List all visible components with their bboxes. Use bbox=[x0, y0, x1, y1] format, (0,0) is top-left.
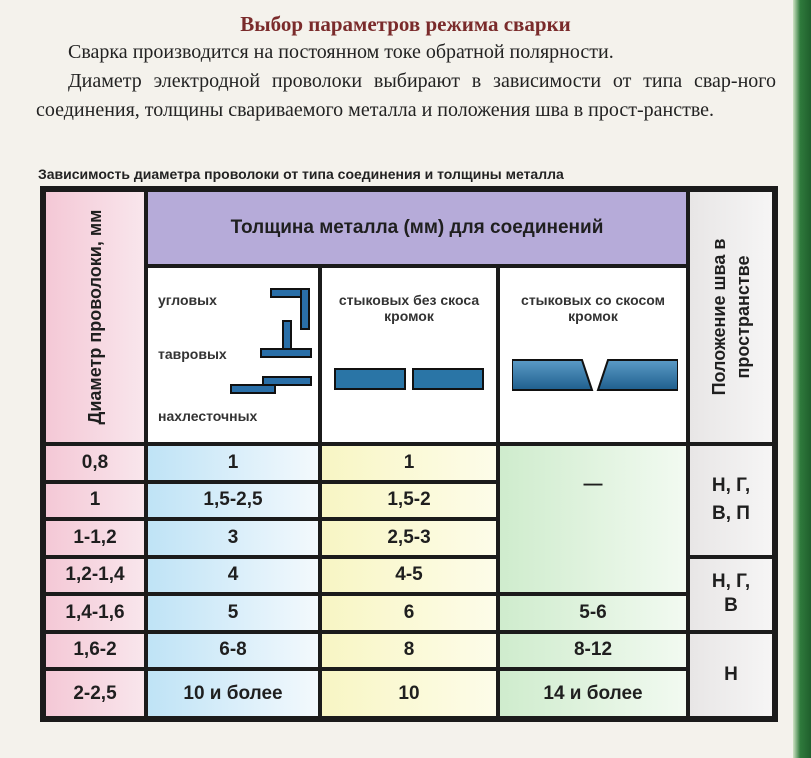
cell-position-rows-6-7 bbox=[690, 634, 772, 717]
tee-joint-icon-horizontal bbox=[260, 348, 312, 358]
position-header: Положение шва в пространстве bbox=[709, 238, 753, 396]
thickness-header: Толщина металла (мм) для соединений bbox=[230, 217, 604, 238]
cell-butt-bevel-row7-value: 14 и более bbox=[543, 682, 643, 704]
angular-joint-icon-vertical bbox=[300, 288, 310, 330]
parameters-table bbox=[40, 186, 778, 722]
butt-joint-left-plate-icon bbox=[334, 368, 406, 390]
cell-butt-bevel-row5 bbox=[500, 596, 686, 630]
cell-angular-tee-lap-value: 10 и более bbox=[183, 682, 283, 704]
cell-butt-no-bevel-value: 10 bbox=[398, 682, 420, 704]
cell-butt-no-bevel bbox=[322, 559, 496, 593]
cell-diameter-value: 1,6-2 bbox=[73, 639, 117, 661]
position-value-line2: В bbox=[724, 595, 738, 616]
cell-butt-bevel-row6-value: 8-12 bbox=[573, 639, 613, 661]
cell-butt-bevel-row7 bbox=[500, 671, 686, 716]
label-tee: тавровых bbox=[158, 346, 227, 362]
cell-angular-tee-lap bbox=[148, 521, 318, 555]
cell-butt-no-bevel bbox=[322, 634, 496, 668]
position-value-line1: Н, Г, bbox=[711, 571, 751, 592]
cell-diameter-value: 2-2,5 bbox=[73, 682, 117, 704]
cell-diameter bbox=[46, 559, 144, 593]
cell-butt-no-bevel-value: 8 bbox=[403, 639, 415, 661]
cell-position-rows-4-5 bbox=[690, 559, 772, 630]
cell-butt-bevel-row6 bbox=[500, 634, 686, 668]
table-caption: Зависимость диаметра проволоки от типа соединения и толщины металла bbox=[38, 166, 564, 182]
joint-butt-bevel-cell bbox=[500, 268, 686, 442]
cell-butt-no-bevel-value: 1 bbox=[403, 451, 415, 473]
joint-butt-no-bevel-cell bbox=[322, 268, 496, 442]
cell-angular-tee-lap-value: 3 bbox=[227, 526, 239, 548]
position-value: Н bbox=[724, 663, 738, 685]
butt-joint-right-plate-icon bbox=[412, 368, 484, 390]
butt-bevel-joint-icon bbox=[512, 356, 678, 394]
cell-diameter bbox=[46, 446, 144, 480]
cell-butt-no-bevel-value: 1,5-2 bbox=[387, 489, 431, 511]
label-lap: нахлесточных bbox=[158, 408, 258, 424]
cell-butt-no-bevel-value: 4-5 bbox=[395, 564, 423, 586]
cell-diameter-value: 1-1,2 bbox=[73, 526, 117, 548]
cell-butt-no-bevel bbox=[322, 671, 496, 716]
cell-butt-bevel-row5-value: 5-6 bbox=[579, 601, 607, 623]
label-angular: угловых bbox=[158, 292, 217, 308]
cell-diameter bbox=[46, 671, 144, 716]
label-butt-bevel: стыковых со скосом кромок bbox=[521, 292, 665, 324]
cell-angular-tee-lap bbox=[148, 671, 318, 716]
cell-angular-tee-lap-value: 5 bbox=[227, 601, 239, 623]
cell-diameter bbox=[46, 596, 144, 630]
thickness-header-cell bbox=[148, 192, 686, 264]
cell-butt-no-bevel bbox=[322, 596, 496, 630]
cell-diameter bbox=[46, 634, 144, 668]
cell-angular-tee-lap-value: 4 bbox=[227, 564, 239, 586]
cell-diameter-value: 1 bbox=[89, 489, 101, 511]
cell-angular-tee-lap bbox=[148, 559, 318, 593]
cell-position-rows-1-3 bbox=[690, 446, 772, 555]
page-edge-decoration bbox=[793, 0, 811, 758]
cell-angular-tee-lap bbox=[148, 634, 318, 668]
diameter-header: Диаметр проволоки, мм bbox=[85, 209, 105, 425]
cell-butt-no-bevel-value: 2,5-3 bbox=[387, 526, 431, 548]
cell-butt-bevel-merged bbox=[500, 446, 686, 592]
cell-diameter-value: 1,2-1,4 bbox=[65, 564, 125, 586]
cell-diameter-value: 1,4-1,6 bbox=[65, 601, 125, 623]
cell-butt-no-bevel bbox=[322, 521, 496, 555]
label-butt-no-bevel: стыковых без скоса кромок bbox=[338, 292, 480, 324]
cell-angular-tee-lap bbox=[148, 596, 318, 630]
position-header-cell bbox=[690, 192, 772, 442]
paragraph-2: Диаметр электродной проволоки выбирают в зависимости от типа свар-ного соединения, толщины свариваемого металла и положения шва в прост-ранстве. bbox=[36, 70, 776, 121]
cell-angular-tee-lap bbox=[148, 484, 318, 518]
cell-angular-tee-lap-value: 1,5-2,5 bbox=[203, 489, 263, 511]
cell-angular-tee-lap-value: 1 bbox=[227, 451, 239, 473]
cell-angular-tee-lap-value: 6-8 bbox=[219, 639, 247, 661]
cell-diameter bbox=[46, 484, 144, 518]
cell-butt-no-bevel bbox=[322, 446, 496, 480]
page-title: Выбор параметров режима сварки bbox=[240, 12, 571, 36]
cell-diameter bbox=[46, 521, 144, 555]
lap-joint-icon-bottom bbox=[230, 384, 276, 394]
position-value-line1: Н, Г, bbox=[711, 475, 751, 497]
paragraph-1: Сварка производится на постоянном токе обратной полярности. bbox=[68, 41, 614, 63]
cell-butt-no-bevel-value: 6 bbox=[403, 601, 415, 623]
diameter-header-cell bbox=[46, 192, 144, 442]
cell-butt-bevel-dash: — bbox=[583, 474, 603, 495]
cell-diameter-value: 0,8 bbox=[81, 451, 109, 473]
cell-angular-tee-lap bbox=[148, 446, 318, 480]
joint-angular-tee-lap-cell bbox=[148, 268, 318, 442]
cell-butt-no-bevel bbox=[322, 484, 496, 518]
position-value-line2: В, П bbox=[712, 503, 750, 525]
